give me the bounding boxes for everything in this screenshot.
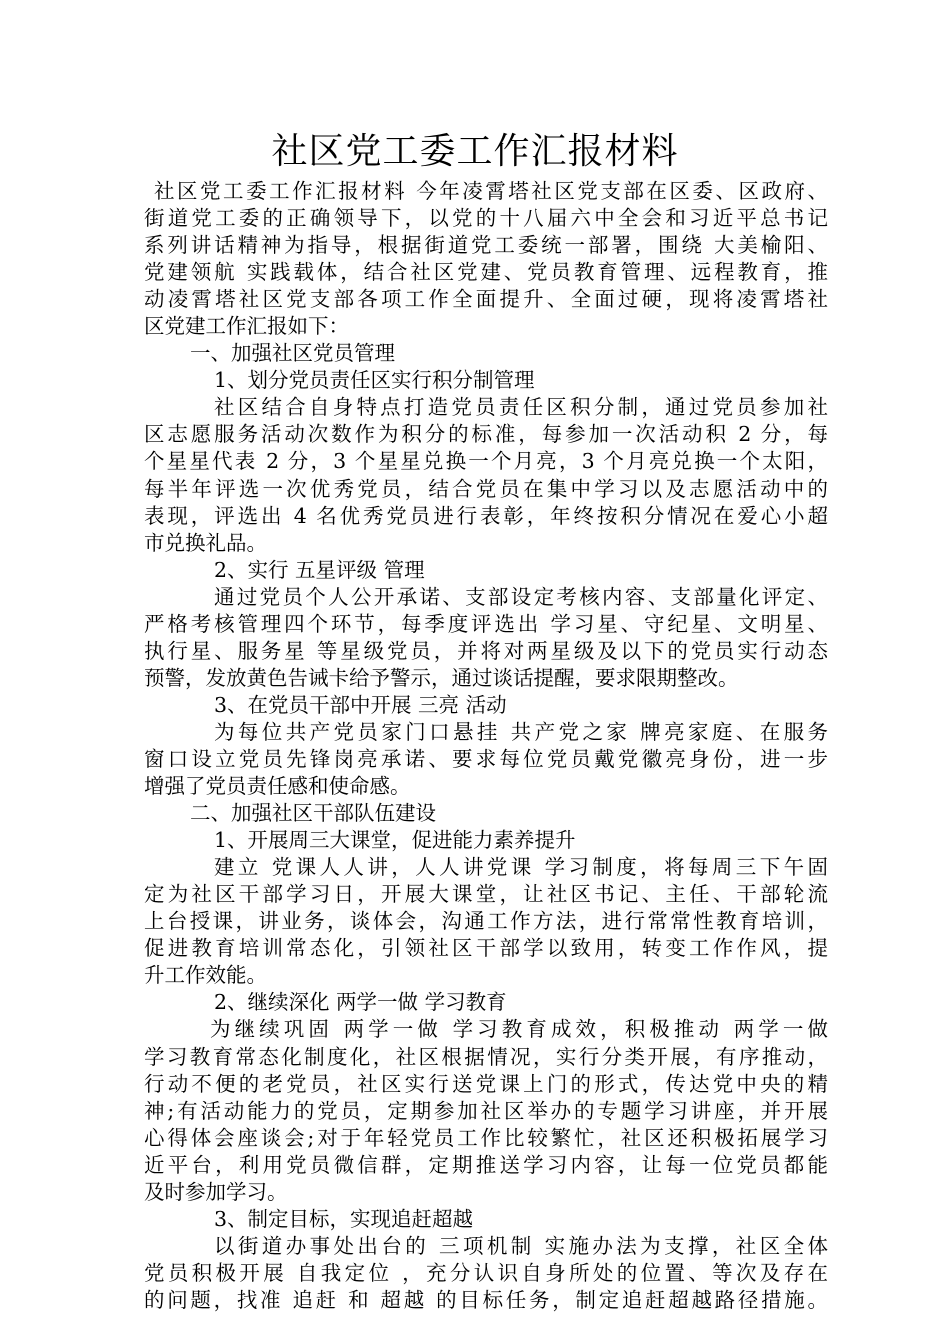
document-body — [144, 178, 828, 1314]
text-line: 执行星、服务星 等星级党员，并将对两星级及以下的党员实行动态 — [144, 638, 828, 663]
text-line: 区党建工作汇报如下： — [144, 314, 349, 339]
text-line: 为继续巩固 两学一做 学习教育成效，积极推动 两学一做 — [210, 1017, 828, 1042]
text-line: 区志愿服务活动次数作为积分的标准，每参加一次活动积 2 分，每 — [144, 422, 828, 447]
document-title: 社区党工委工作汇报材料 — [271, 131, 679, 172]
text-line: 窗口设立党员先锋岗亮承诺、要求每位党员戴党徽亮身份，进一步 — [144, 746, 828, 771]
text-line: 学习教育常态化制度化，社区根据情况，实行分类开展，有序推动， — [144, 1044, 828, 1069]
text-line: 动凌霄塔社区党支部各项工作全面提升、全面过硬，现将凌霄塔社 — [144, 287, 828, 312]
subsection-heading: 2、实行 五星评级 管理 — [214, 557, 425, 582]
section-heading: 一、加强社区党员管理 — [190, 341, 395, 366]
text-line: 及时参加学习。 — [144, 1179, 288, 1204]
subsection-heading: 3、制定目标，实现追赶超越 — [214, 1206, 474, 1231]
text-line: 增强了党员责任感和使命感。 — [144, 774, 411, 799]
text-line: 个星星代表 2 分，3 个星星兑换一个月亮，3 个月亮兑换一个太阳， — [144, 449, 828, 474]
text-line: 的问题，找准 追赶 和 超越 的目标任务，制定追赶超越路径措施。 — [144, 1287, 828, 1312]
text-line: 近平台，利用党员微信群，定期推送学习内容，让每一位党员都能 — [144, 1152, 828, 1177]
text-line: 上台授课，讲业务，谈体会，沟通工作方法，进行常常性教育培训， — [144, 909, 828, 934]
text-line: 心得体会座谈会;对于年轻党员工作比较繁忙，社区还积极拓展学习 — [144, 1125, 828, 1150]
text-line: 系列讲话精神为指导，根据街道党工委统一部署，围绕 大美榆阳、 — [144, 233, 828, 258]
text-line: 预警，发放黄色告诫卡给予警示，通过谈话提醒，要求限期整改。 — [144, 665, 739, 690]
text-line: 定为社区干部学习日，开展大课堂，让社区书记、主任、干部轮流 — [144, 882, 828, 907]
text-line: 升工作效能。 — [144, 963, 267, 988]
text-line: 通过党员个人公开承诺、支部设定考核内容、支部量化评定、 — [214, 584, 828, 609]
text-line: 严格考核管理四个环节，每季度评选出 学习星、守纪星、文明星、 — [144, 611, 828, 636]
subsection-heading: 3、在党员干部中开展 三亮 活动 — [214, 692, 507, 717]
text-line: 社区党工委工作汇报材料 今年凌霄塔社区党支部在区委、区政府、 — [154, 179, 828, 203]
text-line: 党员积极开展 自我定位 ，充分认识自身所处的位置、等次及存在 — [144, 1260, 828, 1285]
subsection-heading: 1、开展周三大课堂，促进能力素养提升 — [214, 828, 576, 853]
section-heading: 二、加强社区干部队伍建设 — [190, 801, 436, 826]
text-line: 党建领航 实践载体，结合社区党建、党员教育管理、远程教育，推 — [144, 260, 828, 285]
subsection-heading: 2、继续深化 两学一做 学习教育 — [214, 990, 507, 1015]
text-line: 每半年评选一次优秀党员，结合党员在集中学习以及志愿活动中的 — [144, 476, 828, 501]
text-line: 街道党工委的正确领导下，以党的十八届六中全会和习近平总书记 — [144, 206, 828, 231]
text-line: 为每位共产党员家门口悬挂 共产党之家 牌亮家庭、在服务 — [214, 719, 828, 744]
text-line: 以街道办事处出台的 三项机制 实施办法为支撑，社区全体 — [214, 1233, 828, 1258]
text-line: 促进教育培训常态化，引领社区干部学以致用，转变工作作风，提 — [144, 936, 828, 961]
text-line: 市兑换礼品。 — [144, 530, 267, 555]
text-line: 神;有活动能力的党员，定期参加社区举办的专题学习讲座，并开展 — [144, 1098, 828, 1123]
text-line: 社区结合自身特点打造党员责任区积分制，通过党员参加社 — [214, 395, 828, 420]
text-line: 表现，评选出 4 名优秀党员进行表彰，年终按积分情况在爱心小超 — [144, 503, 828, 528]
text-line: 建立 党课人人讲，人人讲党课 学习制度，将每周三下午固 — [214, 855, 828, 880]
text-line: 行动不便的老党员，社区实行送党课上门的形式，传达党中央的精 — [144, 1071, 828, 1096]
subsection-heading: 1、划分党员责任区实行积分制管理 — [214, 368, 535, 393]
